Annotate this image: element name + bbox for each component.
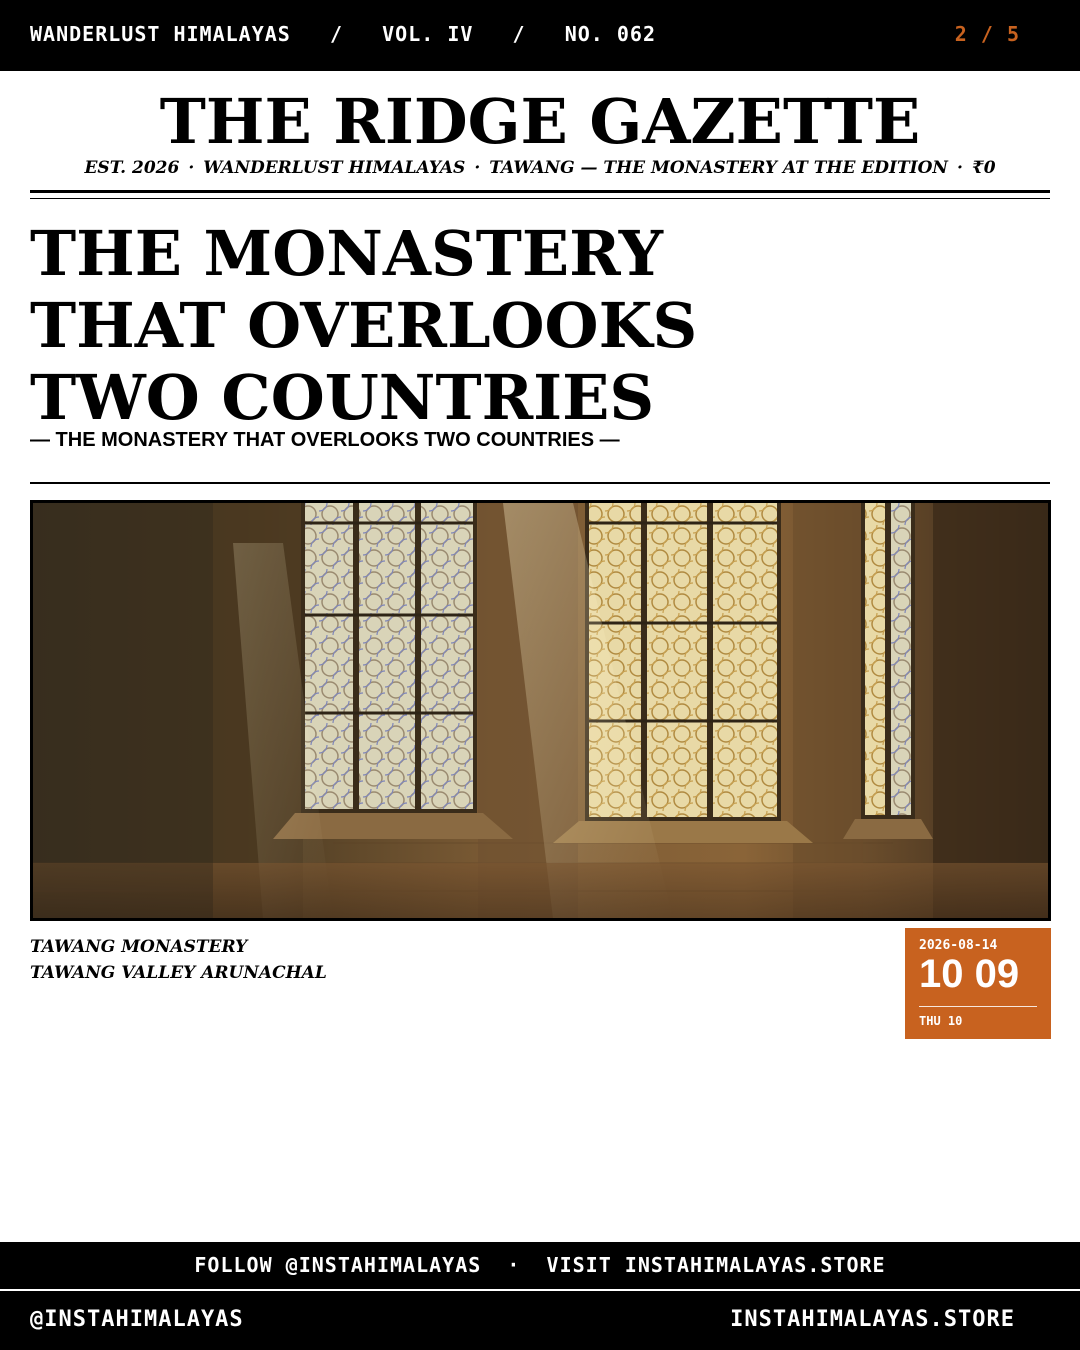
time-label: 10 09 (919, 952, 1020, 996)
visit-link[interactable]: VISIT INSTAHIMALAYAS.STORE (546, 1253, 886, 1277)
headline-line: TWO COUNTRIES (30, 361, 655, 434)
masthead-subline (30, 158, 1050, 178)
deck: — THE MONASTERY THAT OVERLOOKS TWO COUNTRIES — (30, 429, 620, 451)
masthead-rule-thin (30, 198, 1050, 199)
headline-line: THE MONASTERY (30, 217, 664, 290)
social-handle[interactable]: @INSTAHIMALAYAS (30, 1307, 244, 1332)
follow-link[interactable]: FOLLOW @INSTAHIMALAYAS (194, 1253, 482, 1277)
volume-label: VOL. IV (382, 22, 474, 46)
issue-separator: / (329, 22, 343, 46)
subline-separator: · (474, 158, 481, 178)
stained-glass-interior-image (33, 503, 1048, 918)
date-badge-divider (919, 1006, 1037, 1007)
est-label: EST. 2026 (84, 158, 180, 178)
footer-bar (0, 1291, 1080, 1350)
issue-separator: / (512, 22, 526, 46)
caption-line: TAWANG VALLEY ARUNACHAL (30, 963, 327, 983)
follow-bar (0, 1242, 1080, 1289)
top-bar (0, 0, 1080, 71)
headline-rule (30, 482, 1050, 484)
hero-photo (30, 500, 1051, 921)
page-indicator: 2 / 5 (954, 22, 1020, 46)
store-link[interactable]: INSTAHIMALAYAS.STORE (730, 1307, 1015, 1332)
subline-separator: · (956, 158, 963, 178)
date-badge (905, 928, 1051, 1039)
edition-label: TAWANG — THE MONASTERY AT THE EDITION (489, 158, 948, 178)
day-label: THU 10 (919, 1014, 963, 1028)
photo-caption (30, 934, 327, 986)
brand-label: WANDERLUST HIMALAYAS (203, 158, 466, 178)
headline (30, 218, 930, 434)
subline-separator: · (188, 158, 195, 178)
masthead-rule (30, 190, 1050, 193)
brand-label: WANDERLUST HIMALAYAS (30, 22, 291, 46)
headline-line: THAT OVERLOOKS (30, 289, 698, 362)
date-label: 2026-08-14 (919, 938, 998, 953)
issue-number: NO. 062 (564, 22, 657, 46)
footer-separator: · (507, 1253, 521, 1277)
price-label: ₹0 (971, 158, 996, 178)
issue-info (30, 22, 656, 46)
caption-line: TAWANG MONASTERY (30, 937, 248, 957)
masthead-title: THE RIDGE GAZETTE (159, 85, 921, 158)
